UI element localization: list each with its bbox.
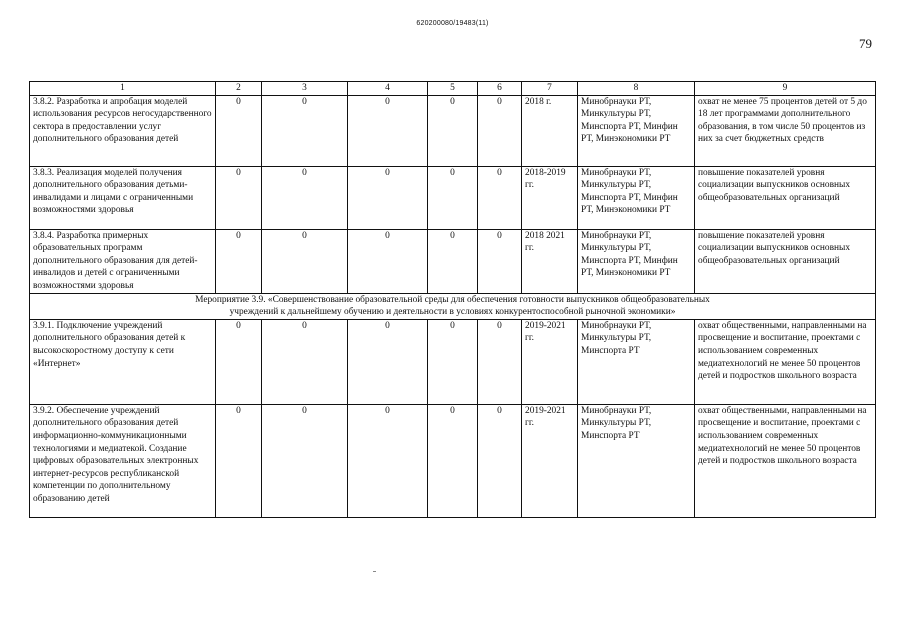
- value-cell: 0: [478, 95, 522, 166]
- table-row: [30, 319, 876, 404]
- measure-name: 3.8.3. Реализация моделей получения дополнительного образования детьми-инвалидами и лицами с ограниченными возможностями здоровья: [30, 166, 216, 229]
- period-cell: 2019-2021 гг.: [522, 319, 578, 404]
- measure-name: 3.9.1. Подключение учреждений дополнительного образования детей к высокоскоростному доступу к сети «Интернет»: [30, 319, 216, 404]
- table-row: [30, 166, 876, 229]
- value-cell: 0: [216, 166, 262, 229]
- value-cell: 0: [348, 229, 428, 293]
- table-row: [30, 404, 876, 517]
- value-cell: 0: [478, 229, 522, 293]
- value-cell: 0: [478, 166, 522, 229]
- value-cell: 0: [478, 404, 522, 517]
- value-cell: 0: [216, 404, 262, 517]
- measure-name: 3.8.4. Разработка примерных образовательных программ дополнительного образования для детей-инвалидов и детей с ограниченными возможностями здоровья: [30, 229, 216, 293]
- period-cell: 2018 2021 гг.: [522, 229, 578, 293]
- value-cell: 0: [428, 166, 478, 229]
- executors-cell: Минобрнауки РТ, Минкультуры РТ, Минспорта РТ: [578, 319, 695, 404]
- header-cell: 8: [578, 82, 695, 96]
- header-cell: 4: [348, 82, 428, 96]
- value-cell: 0: [428, 95, 478, 166]
- result-cell: охват общественными, направленными на просвещение и воспитание, проектами с использованием современных медиатехнологий не менее 50 процентов детей и подростков школьного возраста: [695, 404, 876, 517]
- header-cell: 9: [695, 82, 876, 96]
- value-cell: 0: [428, 404, 478, 517]
- executors-cell: Минобрнауки РТ, Минкультуры РТ, Минспорта РТ: [578, 404, 695, 517]
- table-header-row: [30, 82, 876, 96]
- value-cell: 0: [428, 229, 478, 293]
- value-cell: 0: [262, 95, 348, 166]
- result-cell: охват не менее 75 процентов детей от 5 до 18 лет программами дополнительного образования, в том числе 50 процентов из них за счет бюджетных средств: [695, 95, 876, 166]
- executors-cell: Минобрнауки РТ, Минкультуры РТ, Минспорта РТ, Минфин РТ, Минэкономики РТ: [578, 95, 695, 166]
- value-cell: 0: [216, 319, 262, 404]
- result-cell: повышение показателей уровня социализации выпускников основных общеобразовательных организаций: [695, 166, 876, 229]
- measure-name: 3.8.2. Разработка и апробация моделей использования ресурсов негосударственного сектора в предоставлении услуг дополнительного образования детей: [30, 95, 216, 166]
- page-number: 79: [859, 36, 872, 51]
- value-cell: 0: [428, 319, 478, 404]
- value-cell: 0: [262, 404, 348, 517]
- header-cell: 2: [216, 82, 262, 96]
- executors-cell: Минобрнауки РТ, Минкультуры РТ, Минспорта РТ, Минфин РТ, Минэкономики РТ: [578, 166, 695, 229]
- value-cell: 0: [216, 229, 262, 293]
- table-row: [30, 229, 876, 293]
- value-cell: 0: [348, 166, 428, 229]
- value-cell: 0: [262, 166, 348, 229]
- measure-name: 3.9.2. Обеспечение учреждений дополнительного образования детей информационно-коммуникационными технологиями и медиатекой. Создание цифровых образовательных электронных интернет-ресурсов республиканской компетенции по дополнительному образованию детей: [30, 404, 216, 517]
- period-cell: 2018-2019 гг.: [522, 166, 578, 229]
- value-cell: 0: [216, 95, 262, 166]
- document-id: 620200080/19483(11): [416, 20, 489, 27]
- period-cell: 2018 г.: [522, 95, 578, 166]
- section-row: [30, 293, 876, 319]
- header-cell: 6: [478, 82, 522, 96]
- header-cell: 7: [522, 82, 578, 96]
- value-cell: 0: [348, 95, 428, 166]
- header-cell: 3: [262, 82, 348, 96]
- result-cell: повышение показателей уровня социализации выпускников основных общеобразовательных организаций: [695, 229, 876, 293]
- section-heading-line: учреждений к дальнейшему обучению и деятельности в условиях конкурентоспособной рыночной экономики»: [229, 307, 676, 318]
- value-cell: 0: [262, 319, 348, 404]
- value-cell: 0: [348, 404, 428, 517]
- value-cell: 0: [262, 229, 348, 293]
- period-cell: 2019-2021 гг.: [522, 404, 578, 517]
- scan-speck: [373, 571, 376, 572]
- value-cell: 0: [478, 319, 522, 404]
- header-cell: 5: [428, 82, 478, 96]
- section-heading-line: Мероприятие 3.9. «Совершенствование образовательной среды для обеспечения готовности выпускников общеобразовательных: [195, 294, 710, 305]
- result-cell: охват общественными, направленными на просвещение и воспитание, проектами с использованием современных медиатехнологий не менее 50 процентов детей и подростков школьного возраста: [695, 319, 876, 404]
- header-cell: 1: [30, 82, 216, 96]
- value-cell: 0: [348, 319, 428, 404]
- executors-cell: Минобрнауки РТ, Минкультуры РТ, Минспорта РТ, Минфин РТ, Минэкономики РТ: [578, 229, 695, 293]
- section-heading: [30, 293, 876, 319]
- measures-table: [29, 81, 876, 518]
- table-row: [30, 95, 876, 166]
